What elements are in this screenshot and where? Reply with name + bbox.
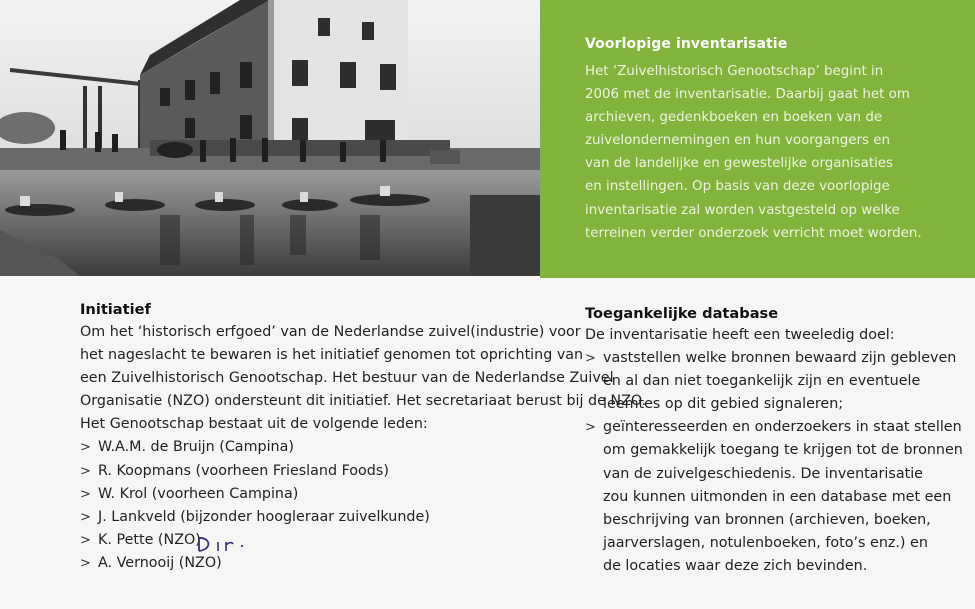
database-section xyxy=(585,305,965,578)
member-name: W. Krol (voorheen Campina) xyxy=(98,485,299,502)
goal-list-item xyxy=(585,347,965,370)
member-list-item xyxy=(80,460,550,483)
goal-line: geïnteresseerden en onderzoekers in staat stellen xyxy=(603,419,962,436)
bullet-arrow-icon: > xyxy=(585,351,596,367)
green-panel-line: Het ‘Zuivelhistorisch Genootschap’ begint in xyxy=(585,64,884,79)
green-panel-line: archieven, gedenkboeken en boeken van de xyxy=(585,110,883,126)
member-list-item xyxy=(80,483,550,506)
goal-line: de locaties waar deze zich bevinden. xyxy=(603,557,868,574)
goal-line: om gemakkelijk toegang te krijgen tot de bronnen xyxy=(603,442,963,459)
green-panel-line: van de landelijke en gewestelijke organisaties xyxy=(585,156,894,172)
member-list-item xyxy=(80,552,550,575)
bullet-arrow-icon: > xyxy=(80,463,91,479)
member-name: R. Koopmans (voorheen Friesland Foods) xyxy=(98,462,389,479)
member-name: W.A.M. de Bruijn (Campina) xyxy=(98,439,294,456)
initiatief-section xyxy=(80,301,647,575)
green-panel-line: en instellingen. Op basis van deze voorlopige xyxy=(585,179,890,195)
green-panel-line: zuivelondernemingen en hun voorgangers en xyxy=(585,133,890,149)
goal-line: zou kunnen uitmonden in een database met een xyxy=(603,488,952,505)
green-info-panel xyxy=(540,0,975,278)
database-title: Toegankelijke database xyxy=(585,305,779,322)
bullet-arrow-icon: > xyxy=(80,555,91,571)
goal-line: van de zuivelgeschiedenis. De inventarisatie xyxy=(603,465,923,482)
goal-line: beschrijving van bronnen (archieven, boeken, xyxy=(603,511,931,528)
bullet-arrow-icon: > xyxy=(585,420,596,436)
historical-photo xyxy=(0,0,540,276)
goal-line: vaststellen welke bronnen bewaard zijn gebleven xyxy=(603,350,957,367)
paragraph-line: Organisatie (NZO) ondersteunt dit initiatief. Het secretariaat berust bij de NZO. xyxy=(80,393,647,410)
goal-line: jaarverslagen, notulenboeken, foto’s enz.) en xyxy=(603,534,928,551)
green-panel-title: Voorlopige inventarisatie xyxy=(585,36,788,52)
goal-line: leemtes op dit gebied signaleren; xyxy=(603,396,844,413)
green-panel-line: 2006 met de inventarisatie. Daarbij gaat het om xyxy=(585,87,910,103)
green-panel-body xyxy=(585,60,970,245)
goal-list xyxy=(585,347,965,578)
member-list-item xyxy=(80,529,550,552)
bullet-arrow-icon: > xyxy=(80,532,91,548)
database-intro: De inventarisatie heeft een tweeledig doel: xyxy=(585,327,895,343)
bullet-arrow-icon: > xyxy=(80,440,91,456)
paragraph-line: Het Genootschap bestaat uit de volgende leden: xyxy=(80,416,428,433)
member-list-item xyxy=(80,436,550,459)
member-name: A. Vernooij (NZO) xyxy=(98,554,222,571)
green-panel-line: inventarisatie zal worden vastgesteld op welke xyxy=(585,202,900,218)
member-name: K. Pette (NZO) xyxy=(98,531,201,548)
bullet-arrow-icon: > xyxy=(80,509,91,525)
dairy-factory-photo-icon xyxy=(0,0,540,276)
member-list-item xyxy=(80,506,550,529)
paragraph-line: het nageslacht te bewaren is het initiatief genomen tot oprichting van xyxy=(80,347,584,364)
goal-line: en al dan niet toegankelijk zijn en eventuele xyxy=(603,373,921,390)
bullet-arrow-icon: > xyxy=(80,486,91,502)
paragraph-line: een Zuivelhistorisch Genootschap. Het bestuur van de Nederlandse Zuivel xyxy=(80,370,614,387)
member-name: J. Lankveld (bijzonder hoogleraar zuivelkunde) xyxy=(98,508,430,525)
green-panel-line: terreinen verder onderzoek verricht moet worden. xyxy=(585,225,922,241)
member-list xyxy=(80,436,550,575)
handwritten-note-signature xyxy=(196,534,248,556)
initiatief-paragraph xyxy=(80,321,647,436)
goal-list-item xyxy=(585,416,965,439)
initiatief-title: Initiatief xyxy=(80,301,151,318)
paragraph-line: Om het ‘historisch erfgoed’ van de Nederlandse zuivel(industrie) voor xyxy=(80,324,581,340)
